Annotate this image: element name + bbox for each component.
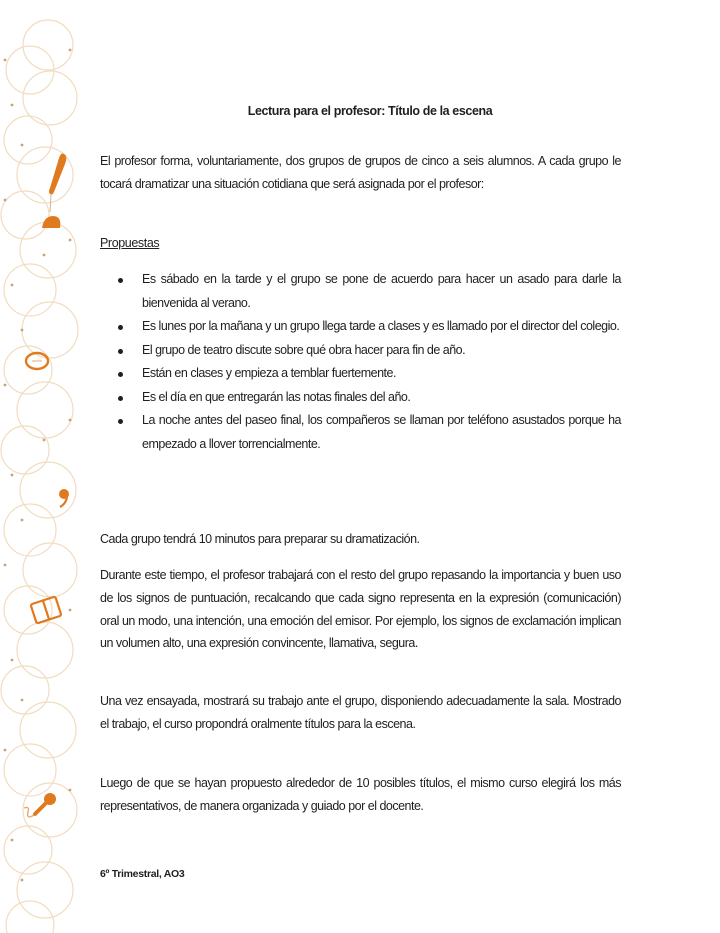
list-item: Es el día en que entregarán las notas finales del año. [142,386,621,410]
speech-bubble-icon [22,350,52,374]
list-item: Es lunes por la mañana y un grupo llega tarde a clases y es llamado por el director del colegio. [142,315,621,339]
intro-paragraph: El profesor forma, voluntariamente, dos grupos de grupos de cinco a seis alumnos. A cada grupo le tocará dramatizar una situación cotidiana que será asignada por el profesor: [100,154,621,191]
microphone-icon [20,790,60,826]
paragraph-presentation: Una vez ensayada, mostrará su trabajo ante el grupo, disponiendo adecuadamente la sala. Mostrado el trabajo, el curso propondrá oralmente títulos para la escena. [100,694,621,731]
proposals-subheading: Propuestas [100,236,160,250]
paragraph-titles: Luego de que se hayan propuesto alrededor de 10 posibles títulos, el mismo curso elegirá los más representativos, de manera organizada y guiado por el docente. [100,776,621,813]
list-item: Están en clases y empieza a temblar fuertemente. [142,362,621,386]
exclamation-mark-icon [38,150,70,235]
list-item: Es sábado en la tarde y el grupo se pone de acuerdo para hacer un asado para darle la bienvenida al verano. [142,268,621,315]
paragraph-punctuation: Durante este tiempo, el profesor trabajará con el resto del grupo repasando la importancia y buen uso de los signos de puntuación, recalcando que cada signo representa en la expresión (comunicación) oral un modo, una intención, una emoción del emisor. Por ejemplo, los signos de exclamación implican un volumen alto, una expresión convincente, llamativa, segura. [100,568,621,651]
comma-icon [55,487,73,509]
page-footer: 6º Trimestral, AO3 [100,868,185,880]
list-item: La noche antes del paseo final, los compañeros se llaman por teléfono asustados porque ha empezado a llover torrencialmente. [142,409,621,456]
open-book-icon [26,592,66,628]
paragraph-time: Cada grupo tendrá 10 minutos para preparar su dramatización. [100,532,420,546]
proposals-list [100,268,621,456]
document-title: Lectura para el profesor: Título de la escena [247,104,493,118]
list-item: El grupo de teatro discute sobre qué obra hacer para fin de año. [142,339,621,363]
